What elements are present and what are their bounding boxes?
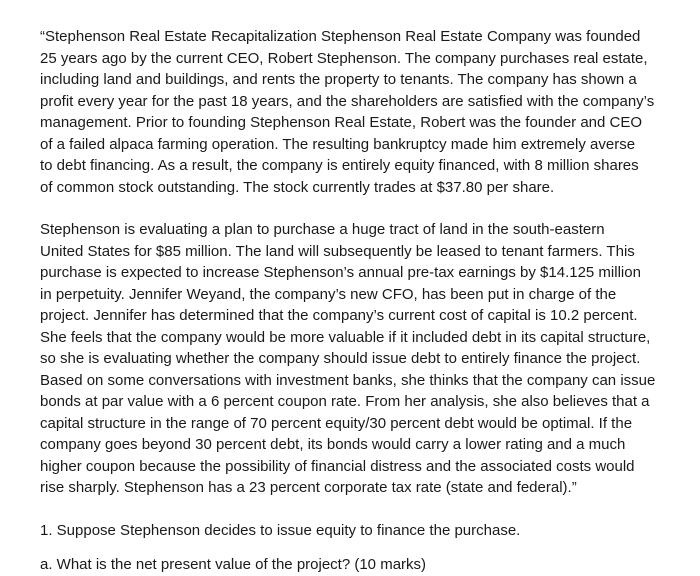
text-line: She feels that the company would be more valuable if it included debt in its capital structure, [40,328,651,346]
text-line: capital structure in the range of 70 percent equity/30 percent debt would be optimal. If the [40,414,633,432]
text-line: of common stock outstanding. The stock currently trades at $37.80 per share. [40,178,555,196]
text-line: purchase is expected to increase Stephenson’s annual pre-tax earnings by $14.125 million [40,264,641,281]
text-line: Based on some conversations with investment banks, she thinks that the company can issue [40,371,656,389]
text-line: project. Jennifer has determined that the company’s current cost of capital is 10.2 percent. [40,307,638,324]
text-line: so she is evaluating whether the company should issue debt to entirely finance the project. [40,350,641,367]
text-line: of a failed alpaca farming operation. The resulting bankruptcy made him extremely averse [40,135,636,153]
case-paragraph-2 [40,219,680,499]
text-line: company goes beyond 30 percent debt, its bonds would carry a lower rating and a much [40,436,626,453]
text-line: bonds at par value with a 6 percent coupon rate. From her analysis, she also believes that a [40,393,650,410]
question-1a: a. What is the net present value of the project? (10 marks) [40,556,427,573]
text-line: United States for $85 million. The land will subsequently be leased to tenant farmers. This [40,242,635,260]
text-line: in perpetuity. Jennifer Weyand, the company’s new CFO, has been put in charge of the [40,285,617,303]
case-paragraph-1 [40,26,680,198]
text-line: higher coupon because the possibility of financial distress and the associated costs would [40,457,635,475]
text-line: “Stephenson Real Estate Recapitalization Stephenson Real Estate Company was founded [40,28,641,45]
text-line: Stephenson is evaluating a plan to purchase a huge tract of land in the south-eastern [40,221,605,238]
text-line: 25 years ago by the current CEO, Robert Stephenson. The company purchases real estate, [40,49,648,67]
text-line: to debt financing. As a result, the company is entirely equity financed, with 8 million shares [40,157,639,174]
question-1: 1. Suppose Stephenson decides to issue equity to finance the purchase. [40,521,521,539]
text-line: profit every year for the past 18 years, and the shareholders are satisfied with the company’s [40,92,655,110]
text-line: management. Prior to founding Stephenson Real Estate, Robert was the founder and CEO [40,114,643,131]
document-body [40,26,680,576]
text-line: including land and buildings, and rents the property to tenants. The company has shown a [40,71,637,88]
text-line: rise sharply. Stephenson has a 23 percent corporate tax rate (state and federal).” [40,479,577,496]
